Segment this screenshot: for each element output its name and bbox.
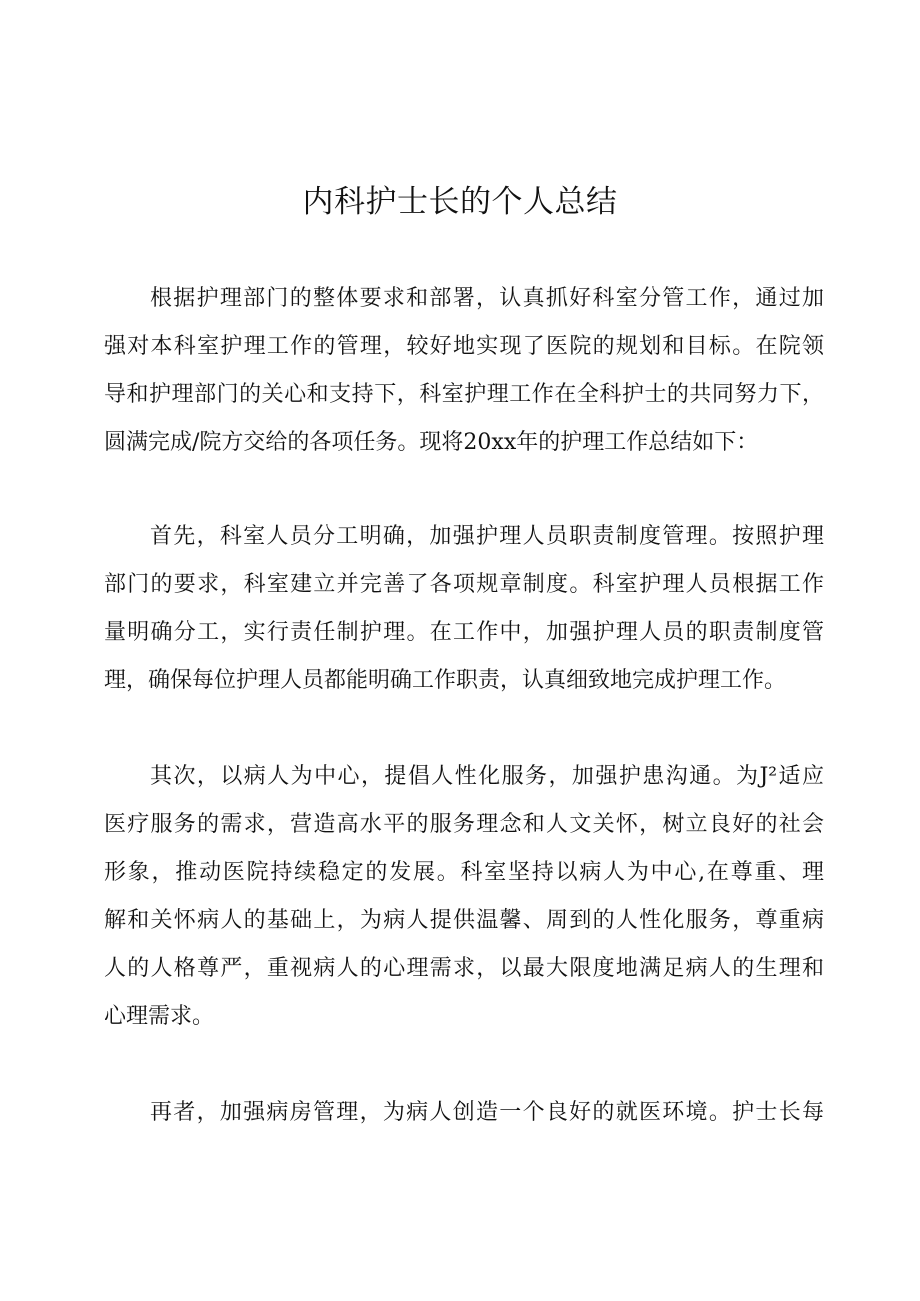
paragraph-1-line-2: 强对本科室护理工作的管理，较好地实现了医院的规划和目标。在院领 (104, 334, 824, 359)
paragraph-2-line-1: 首先，科室人员分工明确，加强护理人员职责制度管理。按照护理 (150, 524, 824, 549)
paragraph-2-line-2: 部门的要求，科室建立并完善了各项规章制度。科室护理人员根据工作 (104, 572, 824, 597)
paragraph-3-line-1: 其次，以病人为中心，提倡人性化服务，加强护患沟通。为J²适应 (150, 764, 824, 789)
paragraph-2-line-3: 量明确分工，实行责任制护理。在工作中，加强护理人员的职责制度管 (104, 620, 824, 645)
paragraph-2 (104, 513, 824, 705)
paragraph-3-line-4: 解和关怀病人的基础上，为病人提供温馨、周到的人性化服务，尊重病 (104, 908, 824, 933)
paragraph-2-line-4: 理，确保每位护理人员都能明确工作职责，认真细致地完成护理工作。 (104, 668, 787, 693)
paragraph-3-line-2: 医疗服务的需求，营造高水平的服务理念和人文关怀，树立良好的社会 (104, 812, 824, 837)
paragraph-3-line-3: 形象，推动医院持续稳定的发展。科室坚持以病人为中心,在尊重、理 (104, 860, 824, 885)
document-title: 内科护士长的个人总结 (302, 184, 618, 220)
paragraph-3 (104, 753, 824, 1041)
paragraph-4 (104, 1089, 824, 1137)
paragraph-1-line-3: 导和护理部门的关心和支持下，科室护理工作在全科护士的共同努力下， (104, 382, 824, 407)
paragraph-4-line-1: 再者，加强病房管理，为病人创造一个良好的就医环境。护士长每 (150, 1100, 824, 1125)
paragraph-3-line-6: 心理需求。 (104, 1004, 215, 1029)
paragraph-3-line-5: 人的人格尊严，重视病人的心理需求，以最大限度地满足病人的生理和 (104, 956, 824, 981)
paragraph-1 (104, 275, 824, 467)
paragraph-1-line-4: 圆满完成/院方交给的各项任务。现将20xx年的护理工作总结如下： (104, 430, 759, 455)
paragraph-1-line-1: 根据护理部门的整体要求和部署，认真抓好科室分管工作，通过加 (150, 286, 824, 311)
